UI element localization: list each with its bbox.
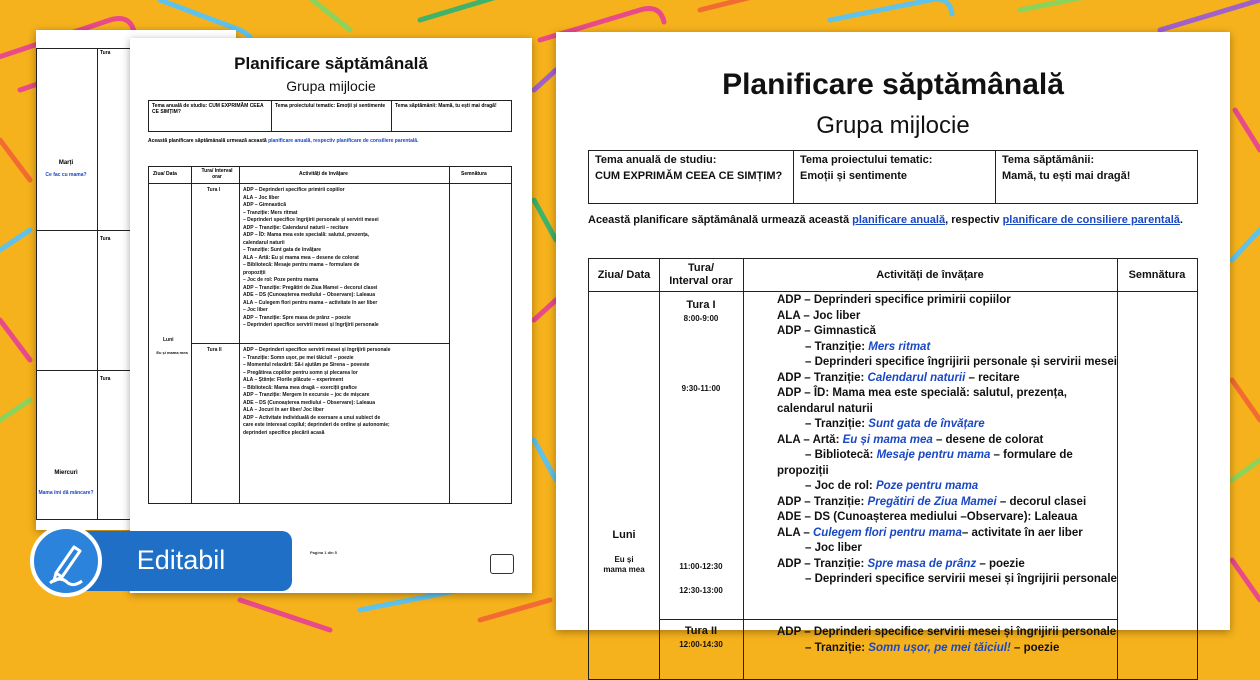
theme-annual-label: Tema anuală de studiu: <box>595 154 717 166</box>
mid-theme-week: Tema săptămânii: Mamă, tu ești mai dragă! <box>391 101 511 131</box>
mid-activity-line: – Pregătirea copiilor pentru somn și plecarea lor <box>243 369 358 376</box>
middle-document-sheet <box>130 38 532 593</box>
table-header <box>589 259 1197 292</box>
activity-line <box>777 417 1122 433</box>
theme-week-label: Tema săptămânii: <box>1002 154 1095 166</box>
mid-tura-1: Tura I <box>207 187 221 193</box>
mid-activity-line: ADP – Tranziție: Calendarul naturii – recitare <box>243 224 349 231</box>
activity-text: – activitate în aer liber <box>961 526 1083 539</box>
mid-activity-line: care este interesat copilul; deprinderi de ordine și autonomie; <box>243 422 390 428</box>
mid-activity-line: ADP – Tranziție: Spre masa de prânz – poezie <box>243 314 351 321</box>
activity-line <box>777 495 1122 511</box>
mid-tura-2: Tura II <box>207 347 222 353</box>
mid-activity-line: – Tranziție: Sunt gata de învățare <box>243 247 322 253</box>
page-subtitle: Grupa mijlocie <box>816 112 970 139</box>
front-document-sheet <box>556 32 1230 654</box>
activity-text: – desene de colorat <box>932 433 1044 446</box>
editable-label: Editabil <box>136 545 226 575</box>
parental-plan-link[interactable]: planificare de consiliere parentală <box>1002 214 1180 226</box>
mid-col-day: Ziua/ Data <box>153 171 177 177</box>
mid-title: Planificare săptămânală <box>234 54 428 73</box>
theme-week-cell <box>995 151 1198 203</box>
activity-text: ALA – Artă: <box>777 433 843 446</box>
mid-activity-line: ALA – Culegem flori pentru mama – activitate în aer liber <box>243 299 378 306</box>
col-activities-header: Activități de învățare <box>876 269 984 281</box>
theme-week-value: Mamă, tu ești mai dragă! <box>1002 170 1131 182</box>
mid-intro-link[interactable]: planificare anuală, respectiv planificare de consiliere parentală. <box>268 138 419 144</box>
mid-activity-line: deprinderi specifice plecării acasă <box>243 429 325 436</box>
mid-activity-line: – Joc de rol: Poze pentru mama <box>243 277 319 283</box>
activity-line: ALA – Joc liber <box>777 309 861 322</box>
back-day-1-sub: Ce fac cu mama? <box>45 172 87 178</box>
day-sub-1: Eu și <box>614 555 634 564</box>
activity-title: Spre masa de prânz <box>867 557 977 570</box>
activity-text: – decorul clasei <box>996 495 1087 508</box>
activity-line <box>777 557 1122 573</box>
activity-line <box>777 479 1122 495</box>
activity-line <box>777 448 1122 464</box>
editable-badge <box>30 525 292 597</box>
mid-activity-line: ADP – Tranziție: Mergem în excursie – joc de mișcare <box>243 392 370 398</box>
mid-col-act: Activități de învățare <box>299 171 348 177</box>
theme-table <box>588 150 1198 204</box>
activities-tura-1 <box>777 293 1122 588</box>
activity-title: Eu și mama mea <box>842 433 933 446</box>
row-divider <box>659 619 1117 620</box>
activity-line: ADP – Deprinderi specifice primirii copiilor <box>777 294 1011 306</box>
activity-text: – poezie <box>976 557 1025 570</box>
tura-1-label: Tura I <box>686 299 716 311</box>
pencil-icon <box>30 525 102 597</box>
time-1: 8:00-9:00 <box>683 314 719 323</box>
mid-activity-line: – Momentul relaxării: Să-i ajutăm pe Sirena – poveste <box>243 362 370 368</box>
col-divider <box>239 167 240 503</box>
col-divider <box>191 167 192 503</box>
mid-day: Luni <box>163 337 174 343</box>
activity-title: Mers ritmat <box>868 340 931 353</box>
mid-activity-line: – Tranziție: Mers ritmat <box>243 209 298 216</box>
activity-line: ADP – Gimnastică <box>777 325 876 337</box>
mid-activity-line: ALA – Artă: Eu și mama mea – desene de colorat <box>243 254 359 261</box>
mid-activity-line: ADE – DS (Cunoașterea mediului – Observare): Laleaua <box>243 399 375 406</box>
row-divider <box>191 343 449 344</box>
back-tura-2: Tura <box>100 236 111 242</box>
theme-annual-value: CUM EXPRIMĂM CEEA CE SIMȚIM? <box>595 170 783 182</box>
activity-line <box>777 340 1122 356</box>
col-time-header-2: Interval orar <box>669 275 733 287</box>
intro-text-1: Această planificare săptămânală urmează această <box>588 214 850 226</box>
mid-activity-line: – Bibliotecă: Mesaje pentru mama – formulare de <box>243 262 360 268</box>
mid-col-sign: Semnătura <box>461 171 487 177</box>
mid-activity-line: ALA – Joc liber <box>243 194 280 201</box>
twinkl-logo-icon <box>490 554 514 574</box>
activities-tura-2 <box>777 625 1122 656</box>
intro-text-2: , respectiv <box>945 214 1000 226</box>
activity-text: ADP – Tranziție: <box>777 557 868 570</box>
mid-activity-line: ALA – Științe: Florile plăcute – experiment <box>243 377 344 383</box>
theme-annual-cell <box>589 151 793 203</box>
mid-subtitle: Grupa mijlocie <box>286 78 376 94</box>
time-3: 11:00-12:30 <box>679 562 723 571</box>
activity-title: Pregătiri de Ziua Mamei <box>867 495 997 508</box>
mid-activity-line: propoziții <box>243 269 266 276</box>
activity-text: – Tranziție: <box>805 641 869 654</box>
time-2: 9:30-11:00 <box>681 384 721 393</box>
day-column <box>36 48 98 520</box>
mid-page-footer: Pagina 1 din 5 <box>310 550 337 555</box>
col-divider <box>659 259 660 679</box>
back-day-2-sub: Mama îmi dă mâncare? <box>38 490 94 496</box>
back-day-1: Marți <box>58 160 74 166</box>
mid-day-sub: Eu și mama mea <box>156 350 188 355</box>
activity-text: – Tranziție: <box>805 418 869 430</box>
back-tura-3: Tura <box>100 376 111 382</box>
activity-text: ADP – Tranziție: <box>777 371 868 384</box>
col-signature-header: Semnătura <box>1128 269 1186 281</box>
activity-text: – formulare de <box>990 449 1073 461</box>
col-divider <box>449 167 450 503</box>
mid-activities-1 <box>243 187 447 330</box>
mid-activity-line: – Deprinderi specifice servirii mesei și îngrijirii personale <box>243 322 379 328</box>
mid-activity-line: calendarul naturii <box>243 239 285 246</box>
col-time-header <box>659 262 743 288</box>
mid-activity-line: ADP – Gimnastică <box>243 202 286 208</box>
activity-text: ALA – <box>777 526 813 539</box>
col-divider <box>743 259 744 679</box>
mid-activity-line: ADP – Deprinderi specifice primirii copiilor <box>243 187 345 193</box>
activity-title: Calendarul naturii <box>867 371 966 384</box>
mid-theme-table <box>148 100 512 132</box>
mid-activity-line: ADP – ÎD: Mama mea este specială: salutul, prezența, <box>243 232 370 238</box>
activity-line: – Deprinderi specifice servirii mesei și îngrijirii personale <box>805 573 1117 585</box>
activity-line <box>777 526 1122 542</box>
page-title: Planificare săptămânală <box>722 68 1064 101</box>
mid-intro <box>148 138 508 145</box>
activity-text: – Joc de rol: <box>805 480 876 492</box>
time-4: 12:30-13:00 <box>679 586 723 595</box>
col-day-header: Ziua/ Data <box>597 269 651 281</box>
activity-line: – Joc liber <box>805 542 862 554</box>
mid-activity-line: – Bibliotecă: Mama mea dragă – exerciții grafice <box>243 384 357 391</box>
activity-title: Poze pentru mama <box>875 480 979 492</box>
activity-table <box>588 258 1198 680</box>
intro-text-3: . <box>1179 214 1183 226</box>
intro-paragraph <box>588 212 1198 229</box>
activity-text: ADP – Tranziție: <box>777 495 868 508</box>
activity-line: ADP – Deprinderi specifice servirii mesei și îngrijirii personale <box>777 626 1117 638</box>
activity-line <box>777 433 1122 449</box>
activity-line: ADP – ÎD: Mama mea este specială: salutul, prezența, <box>777 387 1067 399</box>
activity-line <box>777 371 1122 387</box>
back-tura-1: Tura <box>100 50 111 56</box>
annual-plan-link[interactable]: planificare anuală <box>852 214 946 226</box>
activity-title: Culegem flori pentru mama <box>813 526 962 539</box>
theme-project-cell <box>793 151 996 203</box>
tura-2-label: Tura II <box>684 625 718 637</box>
activity-title: Somn ușor, pe mei tăiciul! <box>868 641 1011 654</box>
editable-pill <box>70 531 292 591</box>
activity-line: – Deprinderi specifice îngrijirii personale și servirii mesei <box>805 356 1117 368</box>
mid-theme-annual: Tema anuală de studiu: CUM EXPRIMĂM CEEA CE SIMȚIM? <box>152 103 264 115</box>
back-day-2: Miercuri <box>54 470 78 476</box>
day-sub-2: mama mea <box>603 565 645 574</box>
mid-activity-line: ADP – Tranziție: Pregătiri de Ziua Mamei – decorul clasei <box>243 284 378 291</box>
day-label: Luni <box>612 529 636 541</box>
activity-text: – Bibliotecă: <box>805 449 877 461</box>
mid-activity-line: ALA – Jocuri în aer liber/ Joc liber <box>243 407 324 413</box>
mid-activity-line: ADE – DS (Cunoașterea mediului – Observare): Laleaua <box>243 292 375 298</box>
activity-text: – Tranziție: <box>805 340 869 353</box>
mid-theme-project: Tema proiectului tematic: Emoții și sentimente <box>271 101 391 131</box>
activity-title: Sunt gata de învățare <box>868 418 985 430</box>
activity-line: ADE – DS (Cunoașterea mediului –Observare): Laleaua <box>777 511 1078 523</box>
activity-line: calendarul naturii <box>777 402 873 415</box>
mid-activity-line: – Deprinderi specifice îngrijirii personale și servirii mesei <box>243 217 379 223</box>
mid-col-time: Tura/ Interval orar <box>201 168 233 180</box>
activity-text: – recitare <box>965 371 1020 384</box>
time-5: 12:00-14:30 <box>679 640 723 649</box>
col-time-header-1: Tura/ <box>687 262 715 274</box>
activity-text: – poezie <box>1010 641 1060 654</box>
mid-intro-text: Această planificare săptămânală urmează această <box>148 138 267 144</box>
mid-activity-line: ADP – Deprinderi specifice servirii mesei și îngrijirii personale <box>243 347 391 353</box>
theme-project-value: Emoții și sentimente <box>800 170 907 182</box>
mid-activity-line: ADP – Activitate individuală de exersare a unui subiect de <box>243 414 381 421</box>
activity-line: propoziții <box>777 464 829 477</box>
mid-activity-line: – Joc liber <box>243 307 268 313</box>
mid-activities-2 <box>243 347 447 437</box>
mid-activity-line: – Tranziție: Somn ușor, pe mei tăiciul! – poezie <box>243 354 354 361</box>
mid-activity-table <box>148 166 512 504</box>
activity-title: Mesaje pentru mama <box>876 449 991 461</box>
theme-project-label: Tema proiectului tematic: <box>800 154 933 166</box>
mid-table-header <box>149 167 511 184</box>
activity-line <box>777 641 1122 657</box>
